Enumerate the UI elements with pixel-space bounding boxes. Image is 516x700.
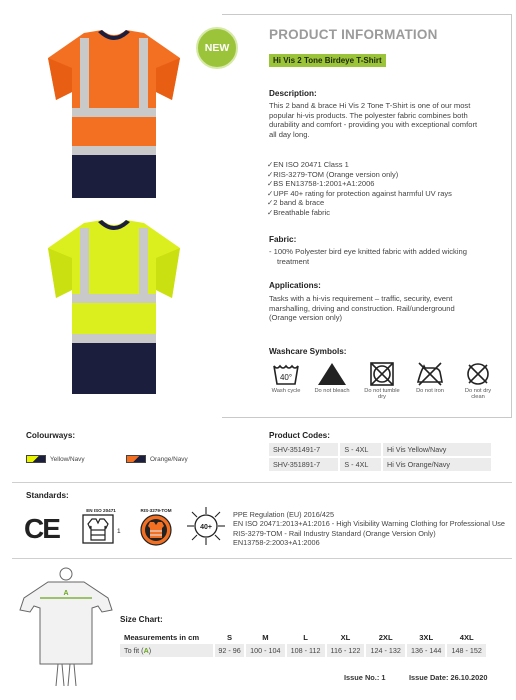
svg-text:A: A <box>63 590 69 597</box>
en-iso-20471-logo: EN ISO 20471 1 <box>80 508 122 544</box>
no-bleach: Do not bleach <box>309 362 355 394</box>
svg-text:40+: 40+ <box>200 524 212 531</box>
yellow-shirt-image <box>44 218 184 398</box>
no-dry-clean: Do not dry clean <box>455 362 501 401</box>
upf-40-icon <box>186 506 226 548</box>
no-iron-icon <box>415 362 445 386</box>
feature-item: ✓UPF 40+ rating for protection against harmful UV rays <box>267 188 452 198</box>
no-iron: Do not iron <box>407 362 453 394</box>
colourway-yellow: Yellow/Navy <box>26 455 116 465</box>
wash-cycle: 40° Wash cycle <box>263 362 309 394</box>
product-name: Hi Vis 2 Tone Birdeye T-Shirt <box>269 54 386 67</box>
colourways-heading: Colourways: <box>26 431 76 440</box>
description-heading: Description: <box>269 89 317 98</box>
table-row: To fit (A) 92 - 96 100 - 104 108 - 112 116 - 122 124 - 132 136 - 144 148 - 152 <box>120 644 487 657</box>
issue-date: Issue Date: 26.10.2020 <box>409 673 488 682</box>
description-text: This 2 band & brace Hi Vis 2 Tone T-Shirt is one of our most popular hi-vis products. The polyester fabric combines both durability and comfort - providing you with exceptional comfort all day long. <box>269 101 478 139</box>
applications-heading: Applications: <box>269 281 321 290</box>
table-row: Measurements in cm S M L XL 2XL 3XL 4XL <box>124 633 474 642</box>
feature-item: ✓RIS-3279-TOM (Orange version only) <box>267 169 399 179</box>
feature-item: ✓Breathable fabric <box>267 207 330 217</box>
issue-number: Issue No.: 1 <box>344 673 386 682</box>
fabric-text: - 100% Polyester bird eye knitted fabric with added wicking treatment <box>269 247 467 266</box>
table-row: SHV-351491-7 S - 4XL Hi Vis Yellow/Navy <box>269 443 492 457</box>
divider <box>12 558 512 559</box>
rail-standard-icon <box>140 514 172 546</box>
no-tumble-dry-icon <box>369 362 395 386</box>
size-chart-figure <box>18 564 114 690</box>
size-chart-heading: Size Chart: <box>120 615 163 624</box>
no-dry-clean-icon <box>465 362 491 386</box>
colour-swatch <box>126 455 146 463</box>
feature-item: ✓2 band & brace <box>267 198 325 208</box>
feature-item: ✓BS EN13758-1:2001+A1:2006 <box>267 179 375 189</box>
standards-list: PPE Regulation (EU) 2016/425 EN ISO 20471:2013+A1:2016 - High Visibility Warning Clothing for Professional Use RIS-3279-TOM - Rail Industry Standard (Orange Version Only) EN13758-2:2003+A1:2006 <box>233 510 505 548</box>
no-tumble-dry: Do not tumble dry <box>359 362 405 401</box>
applications-text: Tasks with a hi-vis requirement – traffic, security, event marshalling, driving and construction. Rail/underground (Orange version only) <box>269 294 455 323</box>
colourway-orange: Orange/Navy <box>126 455 216 465</box>
orange-shirt-image <box>44 28 184 203</box>
product-codes-table <box>269 443 493 473</box>
table-row: SHV-351891-7 S - 4XL Hi Vis Orange/Navy <box>269 457 492 472</box>
wash-cycle-icon <box>272 362 300 386</box>
ce-mark-icon: CE <box>24 513 59 544</box>
feature-item: ✓EN ISO 20471 Class 1 <box>267 160 349 169</box>
size-chart-table <box>120 631 488 657</box>
product-codes-heading: Product Codes: <box>269 431 330 440</box>
ris-3279-tom-logo: RIS-3279-TOM <box>134 508 178 546</box>
svg-text:40°: 40° <box>279 373 293 382</box>
feature-list <box>267 160 452 218</box>
washcare-heading: Washcare Symbols: <box>269 347 347 356</box>
page-title: PRODUCT INFORMATION <box>269 27 438 42</box>
no-bleach-icon <box>317 362 347 386</box>
sun-icon <box>186 506 226 546</box>
standards-heading: Standards: <box>26 491 69 500</box>
new-badge: NEW <box>196 27 238 69</box>
hivis-vest-icon <box>82 514 114 544</box>
colour-swatch <box>26 455 46 463</box>
washcare-symbols <box>269 362 509 416</box>
fabric-heading: Fabric: <box>269 235 297 244</box>
divider <box>12 482 512 483</box>
